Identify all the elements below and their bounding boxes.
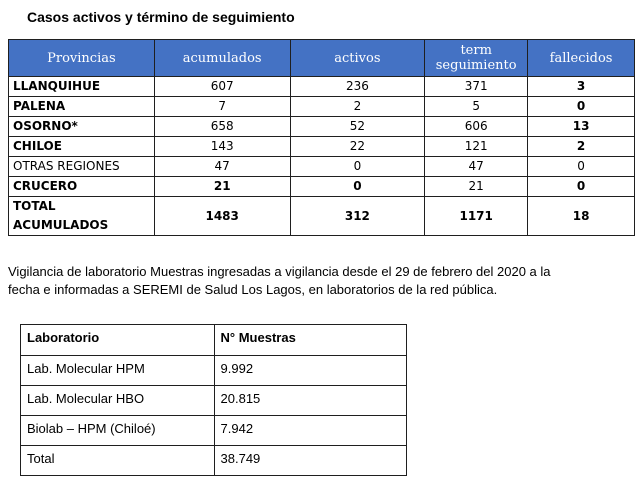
table-header-row [9, 40, 635, 77]
table-row [21, 416, 407, 446]
cell-activos: 2 [290, 97, 425, 117]
table-row [9, 157, 635, 177]
cell-provincia: CHILOE [9, 137, 155, 157]
cell-activos: 236 [290, 77, 425, 97]
cell-acumulados: 7 [154, 97, 290, 117]
header-provincias: Provincias [9, 40, 155, 77]
table-total-row [21, 446, 407, 476]
table-row [9, 177, 635, 197]
cell-term: 371 [425, 77, 528, 97]
cell-provincia: OSORNO* [9, 117, 155, 137]
header-term-seguimiento: term seguimiento [425, 40, 528, 77]
table-header-row [21, 325, 407, 356]
cell-activos: 0 [290, 157, 425, 177]
cell-fallecidos: 0 [528, 157, 635, 177]
cell-fallecidos: 2 [528, 137, 635, 157]
table-total-row [9, 197, 635, 236]
cell-provincia: CRUCERO [9, 177, 155, 197]
cell-provincia: OTRAS REGIONES [9, 157, 155, 177]
cell-acumulados: 21 [154, 177, 290, 197]
cell-muestras: 9.992 [214, 356, 406, 386]
table-row [21, 356, 407, 386]
cell-fallecidos: 13 [528, 117, 635, 137]
cell-acumulados: 658 [154, 117, 290, 137]
cell-lab: Biolab – HPM (Chiloé) [21, 416, 215, 446]
header-activos: activos [290, 40, 425, 77]
cell-lab: Lab. Molecular HPM [21, 356, 215, 386]
cell-lab: Lab. Molecular HBO [21, 386, 215, 416]
cell-activos: 0 [290, 177, 425, 197]
cell-lab: Total [21, 446, 215, 476]
cell-acumulados: 47 [154, 157, 290, 177]
cell-fallecidos: 3 [528, 77, 635, 97]
surveillance-paragraph: Vigilancia de laboratorio Muestras ingresadas a vigilancia desde el 29 de febrero del 2020 a la fecha e informadas a SEREMI de Salud Los Lagos, en laboratorios de la red pública. [8, 264, 551, 297]
cell-acumulados: 1483 [154, 197, 290, 236]
cell-activos: 312 [290, 197, 425, 236]
cell-fallecidos: 0 [528, 97, 635, 117]
cell-provincia: PALENA [9, 97, 155, 117]
table-row [9, 137, 635, 157]
cell-fallecidos: 18 [528, 197, 635, 236]
cell-provincia: LLANQUIHUE [9, 77, 155, 97]
cell-activos: 52 [290, 117, 425, 137]
table-row [21, 386, 407, 416]
cell-acumulados: 607 [154, 77, 290, 97]
cell-fallecidos: 0 [528, 177, 635, 197]
cell-muestras: 7.942 [214, 416, 406, 446]
cases-table [8, 39, 635, 236]
cell-activos: 22 [290, 137, 425, 157]
cell-term: 21 [425, 177, 528, 197]
cell-acumulados: 143 [154, 137, 290, 157]
cell-term: 1171 [425, 197, 528, 236]
cell-term: 121 [425, 137, 528, 157]
cell-muestras: 20.815 [214, 386, 406, 416]
cell-term: 47 [425, 157, 528, 177]
cell-provincia: TOTAL ACUMULADOS [9, 197, 155, 236]
cell-term: 5 [425, 97, 528, 117]
lab-table [20, 324, 407, 476]
table-row [9, 77, 635, 97]
header-acumulados: acumulados [154, 40, 290, 77]
table-row [9, 117, 635, 137]
header-muestras: N° Muestras [214, 325, 406, 356]
header-laboratorio: Laboratorio [21, 325, 215, 356]
table-row [9, 97, 635, 117]
page-title: Casos activos y término de seguimiento [27, 9, 295, 25]
cell-term: 606 [425, 117, 528, 137]
header-fallecidos: fallecidos [528, 40, 635, 77]
cell-muestras: 38.749 [214, 446, 406, 476]
